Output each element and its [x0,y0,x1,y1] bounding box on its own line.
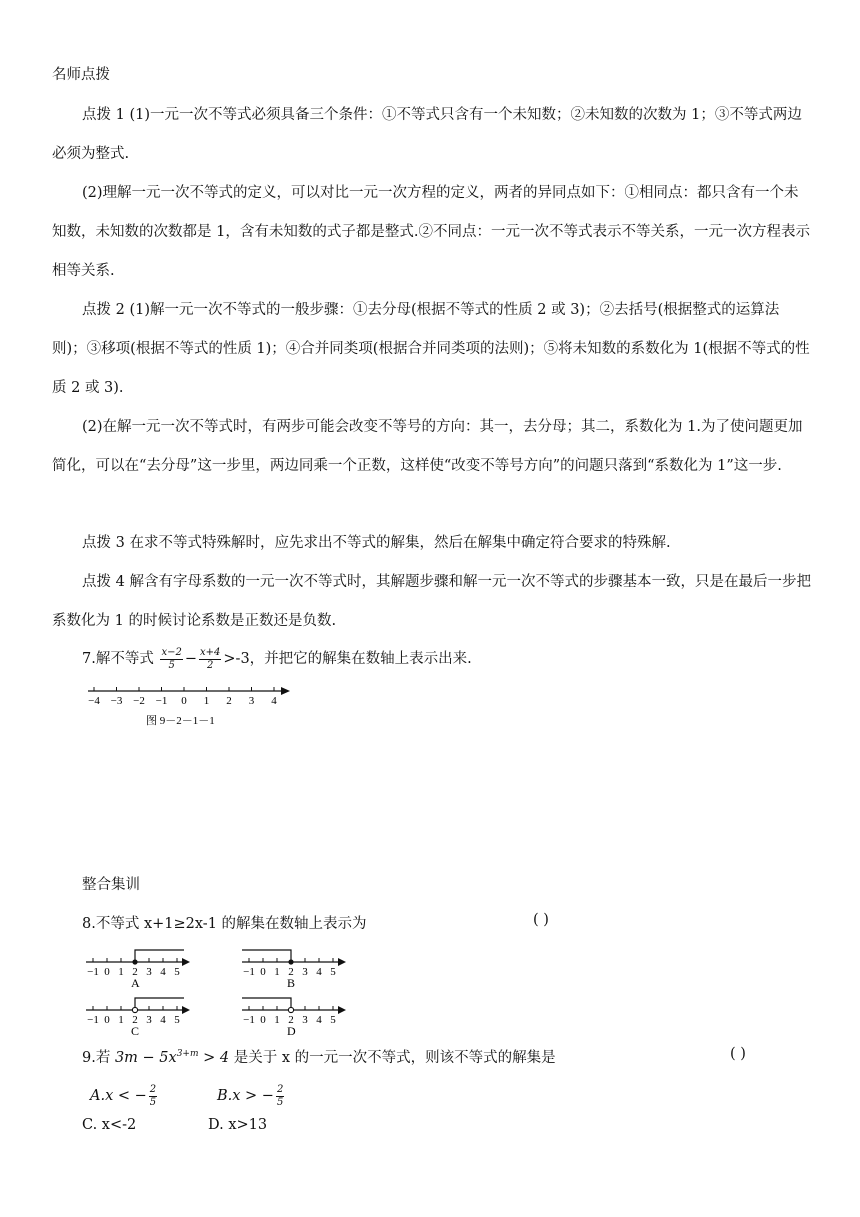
q8-tick-label: 2 [288,966,294,978]
q9-option-a[interactable] [90,1083,159,1109]
q9-answer-paren: ( ) [730,1046,746,1062]
q8-option-b[interactable] [242,950,346,990]
q8-d-solution-ray [242,998,291,1007]
q9-expression [115,1050,229,1066]
tip-2-part2-paragraph: (2)在解一元一次不等式时，有两步可能会改变不等号的方向：其一，去分母；其二，系数化为 1.为了使问题更加简化，可以在“去分母”这一步里，两边同乘一个正数，这样使“改变不等号方向”的问题只落到“系数化为 1”这一步. [52,419,803,474]
q9-prefix: 9.若 [82,1050,111,1066]
q8-tick-label: −1 [87,966,99,978]
q8-tick-label: 0 [260,966,266,978]
q9-exponent: 3+m [176,1049,199,1060]
q8-tick-label: 4 [316,1014,322,1026]
q9-a-numerator: 2 [149,1083,157,1095]
q8-tick-label: 4 [160,1014,166,1026]
q8-tick-label: 4 [160,966,166,978]
q7-tick-label: −1 [155,695,168,707]
q7-prefix: 7.解不等式 [82,651,154,667]
q8-a-label: A [131,976,140,990]
tip-3-paragraph: 点拨 3 在求不等式特殊解时，应先求出不等式的解集，然后在解集中确定符合要求的特殊解. [82,535,671,551]
q7-frac2-denominator: 2 [207,659,214,671]
section-title-practice: 整合集训 [82,877,140,893]
q7-tick-label: −3 [110,695,123,707]
q9-option-b-text: B.x > − [217,1088,274,1104]
q7-tick-label: −2 [133,695,145,707]
q8-tick-label: 1 [118,1014,124,1026]
q8-tick-label: 1 [118,966,124,978]
q8-text: 8.不等式 x+1≥2x-1 的解集在数轴上表示为 [82,916,367,932]
section-title-tips: 名师点拨 [52,67,110,83]
q8-tick-label: 5 [330,966,336,978]
q8-d-open-dot [288,1007,293,1012]
q8-tick-label: 1 [274,966,280,978]
q7-fraction-2 [199,647,221,672]
q8-tick-label: −1 [243,1014,255,1026]
q8-c-label: C [131,1024,140,1035]
q8-tick-label: 4 [316,966,322,978]
q7-figure-caption: 图 9－2－1－1 [146,715,215,727]
q9-expr-tail: > 4 [198,1050,230,1066]
q7-tick-label: 4 [271,695,277,707]
q9-option-c[interactable]: C. x<-2 [82,1117,137,1133]
q9-a-denominator: 5 [149,1096,157,1108]
q9-option-a-text: A.x < − [90,1088,147,1104]
q8-answer-paren: ( ) [533,912,549,928]
q9-b-numerator: 2 [276,1083,284,1095]
q7-tick-label: 0 [181,695,187,707]
q9-b-denominator: 5 [276,1096,284,1108]
q8-tick-label: 2 [132,1014,138,1026]
q8-tick-label: 2 [288,1014,294,1026]
q8-tick-label: 5 [330,1014,336,1026]
q8-tick-label: 5 [174,1014,180,1026]
q7-ticks [88,687,277,707]
tip-2-paragraph: 点拨 2 (1)解一元一次不等式的一般步骤：①去分母(根据不等式的性质 2 或 3)；②去括号(根据整式的运算法则)；③移项(根据不等式的性质 1)；④合并同类项(根据合并同类项的法则)；⑤将未知数的系数化为 1(根据不等式的性质 2 或 3). [52,302,810,396]
q8-tick-label: 3 [302,1014,308,1026]
tip-1-paragraph: 点拨 1 (1)一元一次不等式必须具备三个条件：①不等式只含有一个未知数；②未知数的次数为 1；③不等式两边必须为整式. [52,107,802,162]
q8-tick-label: 0 [104,966,110,978]
q7-fraction-1 [160,647,182,672]
q8-tick-label: 3 [146,966,152,978]
tip-1-part2-paragraph: (2)理解一元一次不等式的定义，可以对比一元一次方程的定义，两者的异同点如下：①相同点：都只含有一个未知数，未知数的次数都是 1，含有未知数的式子都是整式.②不同点：一元一次不等式表示不等关系，一元一次方程表示相等关系. [52,185,810,279]
q7-frac1-denominator: 5 [168,659,175,671]
q7-tick-label: 1 [203,695,210,707]
q8-c-solution-ray [135,998,184,1007]
q9-option-b-fraction [276,1084,284,1109]
q9-expr-base: 3m − 5x [114,1050,177,1066]
q8-tick-label: 5 [174,966,180,978]
q8-b-closed-dot [288,959,293,964]
q8-option-a[interactable] [86,950,190,990]
q8-b-label: B [287,976,296,990]
tip-4-paragraph: 点拨 4 解含有字母系数的一元一次不等式时，其解题步骤和解一元一次不等式的步骤基本一致，只是在最后一步把系数化为 1 的时候讨论系数是正数还是负数. [52,574,811,629]
q7-frac2-numerator: x+4 [200,646,221,658]
q8-tick-label: 3 [146,1014,152,1026]
q7-minus: − [184,651,197,667]
q8-tick-label: 2 [132,966,138,978]
q8-tick-label: 3 [302,966,308,978]
question-7 [82,645,472,673]
q7-suffix: >-3，并把它的解集在数轴上表示出来. [223,651,472,667]
q7-tick-label: 3 [248,695,255,707]
q9-text: 是关于 x 的一元一次不等式，则该不等式的解集是 [233,1050,556,1066]
q7-tick-label: 2 [226,695,232,707]
q7-axis-arrow [281,687,290,695]
q9-option-b[interactable] [217,1083,286,1109]
q8-options-figure [84,940,354,1035]
q8-c-open-dot [132,1007,137,1012]
q8-tick-label: 1 [274,1014,280,1026]
q8-d-label: D [287,1024,296,1035]
q7-frac1-numerator: x−2 [161,646,182,658]
question-9 [82,1046,556,1067]
q8-tick-label: 0 [104,1014,110,1026]
q9-option-d[interactable]: D. x>13 [208,1117,268,1133]
q8-tick-label: −1 [87,1014,99,1026]
q8-tick-label: 0 [260,1014,266,1026]
q8-option-c[interactable] [86,998,190,1035]
q8-a-closed-dot [132,959,137,964]
q9-option-a-fraction [149,1084,157,1109]
q8-option-d[interactable] [242,998,346,1035]
q7-tick-label: −4 [88,695,100,707]
q7-number-line [84,682,294,728]
q8-tick-label: −1 [243,966,255,978]
